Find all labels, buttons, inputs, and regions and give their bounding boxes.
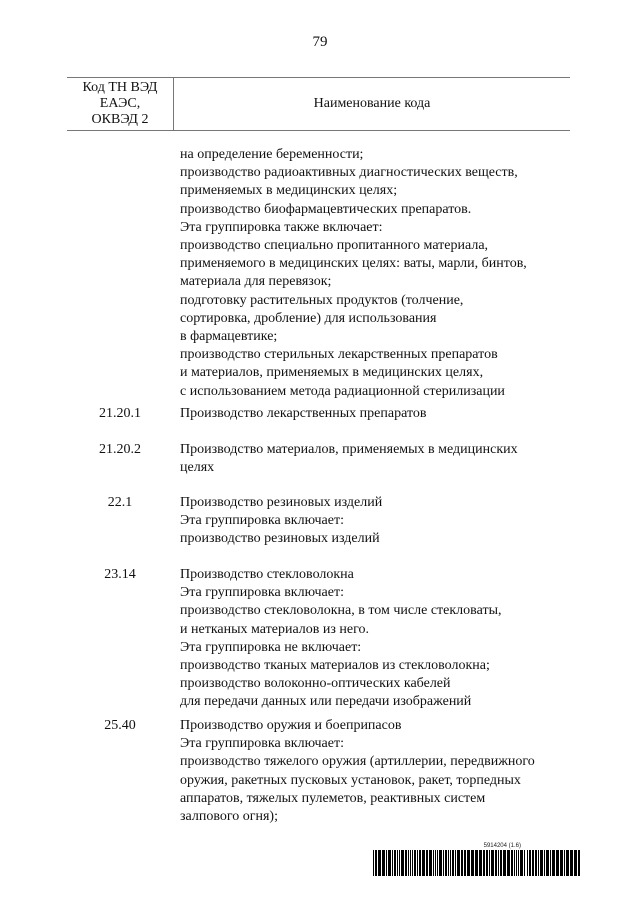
entry-line: в фармацевтике; [180,329,278,345]
table-header [67,77,570,131]
entry-line: и материалов, применяемых в медицинских целях, [180,365,484,381]
entry-line: сортировка, дробление) для использования [180,310,437,326]
entry-line: производство стерильных лекарственных препаратов [180,347,498,363]
entry-line: производство стекловолокна, в том числе стекловаты, [180,603,502,619]
entry-line: для передачи данных или передачи изображений [180,694,472,710]
entry-line: производство специально пропитанного материала, [180,238,489,254]
entry-code: 21.20.1 [99,406,141,421]
entry-line: Эта группировка включает: [180,513,344,529]
entry-line: производство резиновых изделий [180,531,380,547]
barcode-label: 5914204 (1.6) [483,843,521,849]
header-name-column: Наименование кода [313,96,431,111]
entry-line: Эта группировка включает: [180,736,344,752]
entry-line: Производство материалов, применяемых в медицинских [180,442,518,457]
entry-line: Эта группировка включает: [180,585,344,601]
header-code-line: ОКВЭД 2 [91,112,149,127]
document-barcode [373,842,583,876]
entry-line: подготовку растительных продуктов (толчение, [180,292,464,308]
entry-description [180,494,580,549]
entry-line: материала для перевязок; [180,274,332,290]
entry-description [180,405,580,423]
entry-line: производство радиоактивных диагностических веществ, [180,165,518,181]
entry-description [180,717,580,826]
entry-line: залпового огня); [180,809,278,825]
entry-line: производство волоконно-оптических кабелей [180,676,451,692]
entry-line: Производство резиновых изделий [180,495,383,510]
entry-description [180,566,580,712]
entry-line: с использованием метода радиационной стерилизации [180,383,505,399]
entry-code: 23.14 [104,567,136,582]
entry-line: применяемого в медицинских целях: ваты, марли, бинтов, [180,256,527,272]
header-code-line: ЕАЭС, [99,96,141,111]
entry-line: целях [180,460,215,476]
barcode-icon [373,850,583,876]
entry-line: Эта группировка не включает: [180,639,362,655]
entry-line: и нетканых материалов из него. [180,621,370,637]
header-code-line: Код ТН ВЭД [82,80,158,95]
entry-line: производство биофармацевтических препаратов. [180,201,472,217]
entry-code: 25.40 [104,718,136,733]
entry-line: Производство лекарственных препаратов [180,406,427,421]
entry-line: Эта группировка также включает: [180,219,383,235]
entry-line: производство тканых материалов из стекловолокна; [180,658,490,674]
entry-line: аппаратов, тяжелых пулеметов, реактивных систем [180,790,486,806]
entry-line: применяемых в медицинских целях; [180,183,398,199]
entry-line: на определение беременности; [180,147,364,162]
entry-description [180,441,580,477]
entry-code: 22.1 [107,495,133,510]
entry-line: оружия, ракетных пусковых установок, ракет, торпедных [180,772,521,788]
page-number: 79 [312,34,328,50]
entry-line: Производство стекловолокна [180,567,354,582]
entry-line: производство тяжелого оружия (артиллерии, передвижного [180,754,535,770]
entry-description [180,146,580,401]
entry-code: 21.20.2 [99,442,141,457]
header-code-column [67,78,174,130]
entry-line: Производство оружия и боеприпасов [180,718,402,733]
